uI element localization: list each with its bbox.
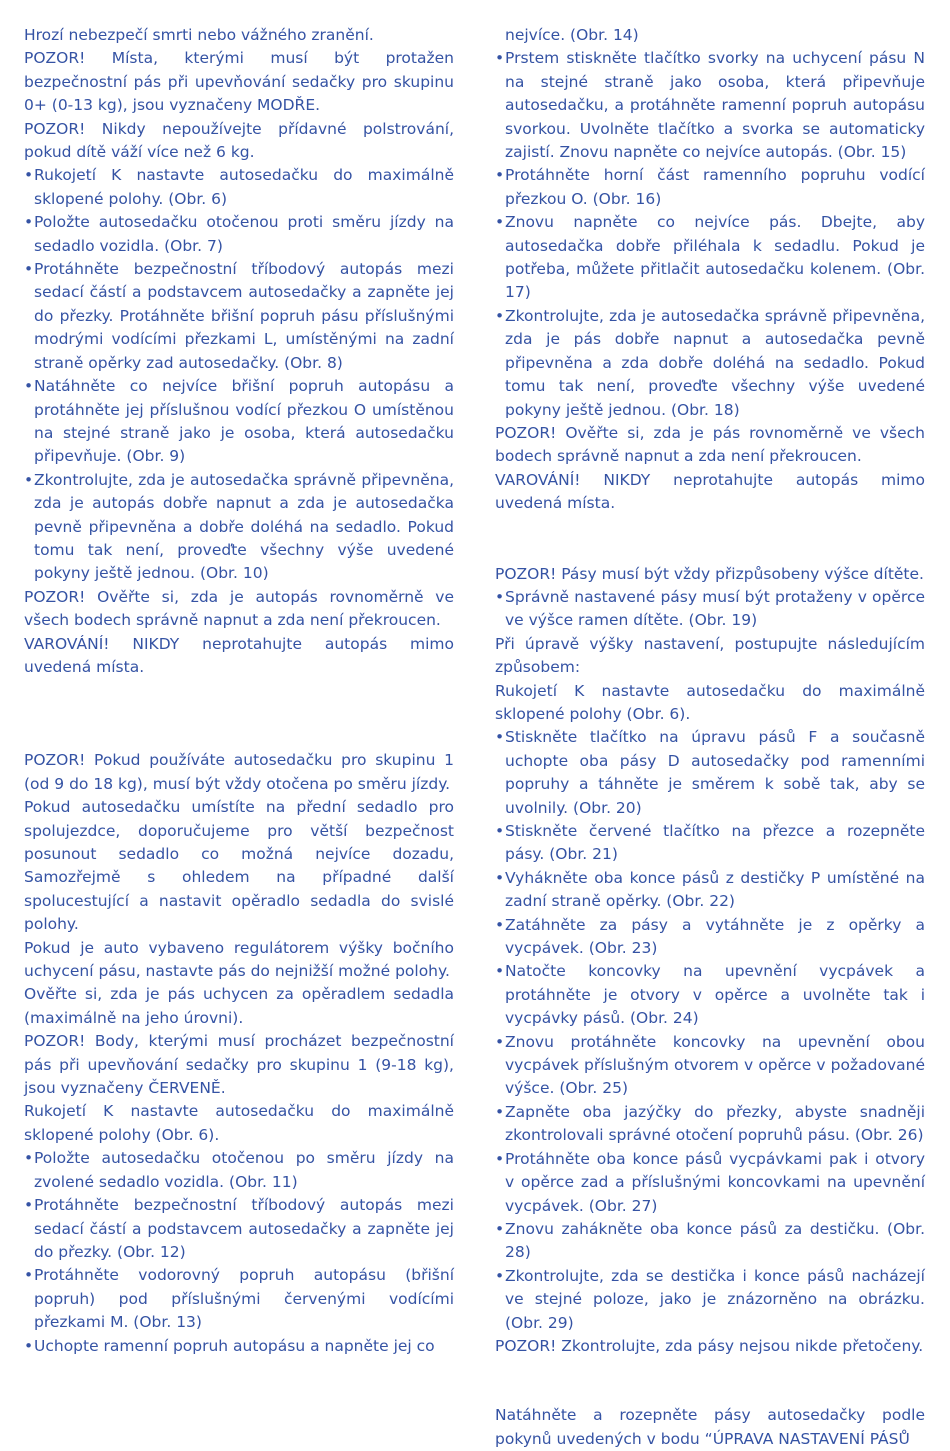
warning-text: VAROVÁNÍ! NIKDY neprotahujte autopás mimo uvedená místa. <box>495 470 925 513</box>
right-column <box>495 24 925 1451</box>
list-item: • Natáhněte co nejvíce břišní popruh autopásu a protáhněte jej příslušnou vodící přezkou O umístěnou na stejné straně jako je osoba, která autosedačku připevňuje. (Obr. 9) <box>24 375 454 469</box>
list-item: • Prstem stiskněte tlačítko svorky na uchycení pásu N na stejné straně jako osoba, která připevňuje autosedačku, a protáhněte ramenní popruh autopásu svorkou. Uvolněte tlačítko a svorka se automaticky zajistí. Znovu napněte co nejvíce autopás. (Obr. 15) <box>495 47 925 164</box>
paragraph: Pokud je auto vybaveno regulátorem výšky bočního uchycení pásu, nastavte pás do nejnižší možné polohy. <box>24 938 454 981</box>
list-item: • Zkontrolujte, zda se destička i konce pásů nacházejí ve stejné poloze, jako je znázorněno na obrázku. (Obr. 29) <box>495 1265 925 1335</box>
list-item: • Zatáhněte za pásy a vytáhněte je z opěrky a vycpávek. (Obr. 23) <box>495 914 925 961</box>
paragraph: Při úpravě výšky nastavení, postupujte následujícím způsobem: <box>495 634 925 677</box>
caution-text: POZOR! Místa, kterými musí být protažen bezpečnostní pás při upevňování sedačky pro skupinu 0+ (0-13 kg), jsou vyznačeny MODŘE. <box>24 49 454 115</box>
list-item: • Zkontrolujte, zda je autosedačka správně připevněna, zda je pás dobře napnut a autosedačka pevně připevněna a zda dobře doléhá na sedadlo. Pokud tomu tak není, proveďte všechny výše uvedené pokyny ještě jednou. (Obr. 18) <box>495 305 925 422</box>
instruction-list <box>495 24 925 422</box>
caution-text: POZOR! Pokud používáte autosedačku pro skupinu 1 (od 9 do 18 kg), musí být vždy otočena po směru jízdy. <box>24 751 454 793</box>
paragraph: Natáhněte a rozepněte pásy autosedačky podle pokynů uvedených v bodu “ÚPRAVA NASTAVENÍ PÁSŮ <box>495 1406 925 1448</box>
list-item: • Znovu napněte co nejvíce pás. Dbejte, aby autosedačka dobře přiléhala k sedadlu. Pokud je potřeba, můžete přitlačit autosedačku kolenem. (Obr. 17) <box>495 211 925 305</box>
warning-text: VAROVÁNÍ! NIKDY neprotahujte autopás mimo uvedená místa. <box>24 634 454 676</box>
list-item: • Zapněte oba jazýčky do přezky, abyste snadněji zkontrolovali správné otočení popruhů pásu. (Obr. 26) <box>495 1101 925 1148</box>
list-item: • Protáhněte oba konce pásů vycpávkami pak i otvory v opěrce zad a příslušnými koncovkami na upevnění vycpávek. (Obr. 27) <box>495 1148 925 1218</box>
caution-text: POZOR! Nikdy nepoužívejte přídavné polstrování, pokud dítě váží více než 6 kg. <box>24 119 454 162</box>
caution-text: POZOR! Pásy musí být vždy přizpůsobeny výšce dítěte. <box>495 564 924 583</box>
list-item: • Zkontrolujte, zda je autosedačka správně připevněna, zda je autopás dobře napnut a zda je autosedačka pevně připevněna a dobře doléhá na sedadlo. Pokud tomu tak není, proveďte všechny výše uvedené pokyny ještě jednou. (Obr. 10) <box>24 469 454 586</box>
paragraph: Ověřte si, zda je pás uchycen za opěradlem sedadla (maximálně na jeho úrovni). <box>24 985 454 1027</box>
warning-text: Hrozí nebezpečí smrti nebo vážného zranění. <box>24 26 374 44</box>
list-item: • Uchopte ramenní popruh autopásu a napněte jej co <box>24 1335 454 1358</box>
list-item: • Rukojetí K nastavte autosedačku do maximálně sklopené polohy. (Obr. 6) <box>24 164 454 211</box>
paragraph: Pokud autosedačku umístíte na přední sedadlo pro spolujezdce, doporučujeme pro větší bezpečnost posunout sedadlo co možná nejvíce dozadu, Samozřejmě s ohledem na případné další spolucestující a nastavit opěradlo sedadla do svislé polohy. <box>24 798 454 934</box>
left-column <box>24 24 454 1358</box>
paragraph: Rukojetí K nastavte autosedačku do maximálně sklopené polohy (Obr. 6). <box>24 1102 454 1144</box>
caution-text: POZOR! Ověřte si, zda je pás rovnoměrně ve všech bodech správně napnut a zda není překroucen. <box>495 423 925 466</box>
list-item: • Znovu zahákněte oba konce pásů za destičku. (Obr. 28) <box>495 1218 925 1265</box>
paragraph: Rukojetí K nastavte autosedačku do maximálně sklopené polohy (Obr. 6). <box>495 681 925 723</box>
instruction-list <box>495 586 925 633</box>
list-item: • Vyhákněte oba konce pásů z destičky P umístěné na zadní straně opěrky. (Obr. 22) <box>495 867 925 914</box>
instruction-list <box>24 164 454 585</box>
list-item: • Protáhněte bezpečnostní tříbodový autopás mezi sedací částí a podstavcem autosedačky a zapněte jej do přezky. Protáhněte břišní popruh pásu příslušnými modrými vodícími přezkami L, umístěnými na zadní straně opěrky zad autosedačky. (Obr. 8) <box>24 258 454 375</box>
list-item: • Stiskněte tlačítko na úpravu pásů F a současně uchopte oba pásy D autosedačky pod ramenními popruhy a táhněte je směrem k sobě tak, aby se uvolnily. (Obr. 20) <box>495 726 925 820</box>
list-item: • Znovu protáhněte koncovky na upevnění obou vycpávek příslušným otvorem v opěrce v požadované výšce. (Obr. 25) <box>495 1031 925 1101</box>
list-item: • Protáhněte horní část ramenního popruhu vodící přezkou O. (Obr. 16) <box>495 164 925 211</box>
caution-text: POZOR! Ověřte si, zda je autopás rovnoměrně ve všech bodech správně napnut a zda není překroucen. <box>24 587 454 630</box>
caution-text: POZOR! Body, kterými musí procházet bezpečnostní pás při upevňování sedačky pro skupinu 1 (9-18 kg), jsou vyznačeny ČERVENĚ. <box>24 1032 454 1098</box>
list-item: • Správně nastavené pásy musí být protaženy v opěrce ve výšce ramen dítěte. (Obr. 19) <box>495 586 925 633</box>
list-item: • Natočte koncovky na upevnění vycpávek a protáhněte je otvory v opěrce a uvolněte tak i vycpávky pásů. (Obr. 24) <box>495 960 925 1030</box>
section-gap <box>495 1358 925 1404</box>
section-gap <box>24 679 454 749</box>
list-item: • Položte autosedačku otočenou proti směru jízdy na sedadlo vozidla. (Obr. 7) <box>24 211 454 258</box>
instruction-list <box>495 726 925 1335</box>
list-item-continuation: nejvíce. (Obr. 14) <box>505 26 639 44</box>
section-gap <box>495 516 925 563</box>
list-item: • Položte autosedačku otočenou po směru jízdy na zvolené sedadlo vozidla. (Obr. 11) <box>24 1147 454 1194</box>
instruction-list <box>24 1147 454 1358</box>
list-item: • Protáhněte bezpečnostní tříbodový autopás mezi sedací částí a podstavcem autosedačky a zapněte jej do přezky. (Obr. 12) <box>24 1194 454 1264</box>
list-item: • Stiskněte červené tlačítko na přezce a rozepněte pásy. (Obr. 21) <box>495 820 925 867</box>
caution-text: POZOR! Zkontrolujte, zda pásy nejsou nikde přetočeny. <box>495 1336 924 1355</box>
list-item: • Protáhněte vodorovný popruh autopásu (břišní popruh) pod příslušnými červenými vodícími přezkami M. (Obr. 13) <box>24 1264 454 1334</box>
